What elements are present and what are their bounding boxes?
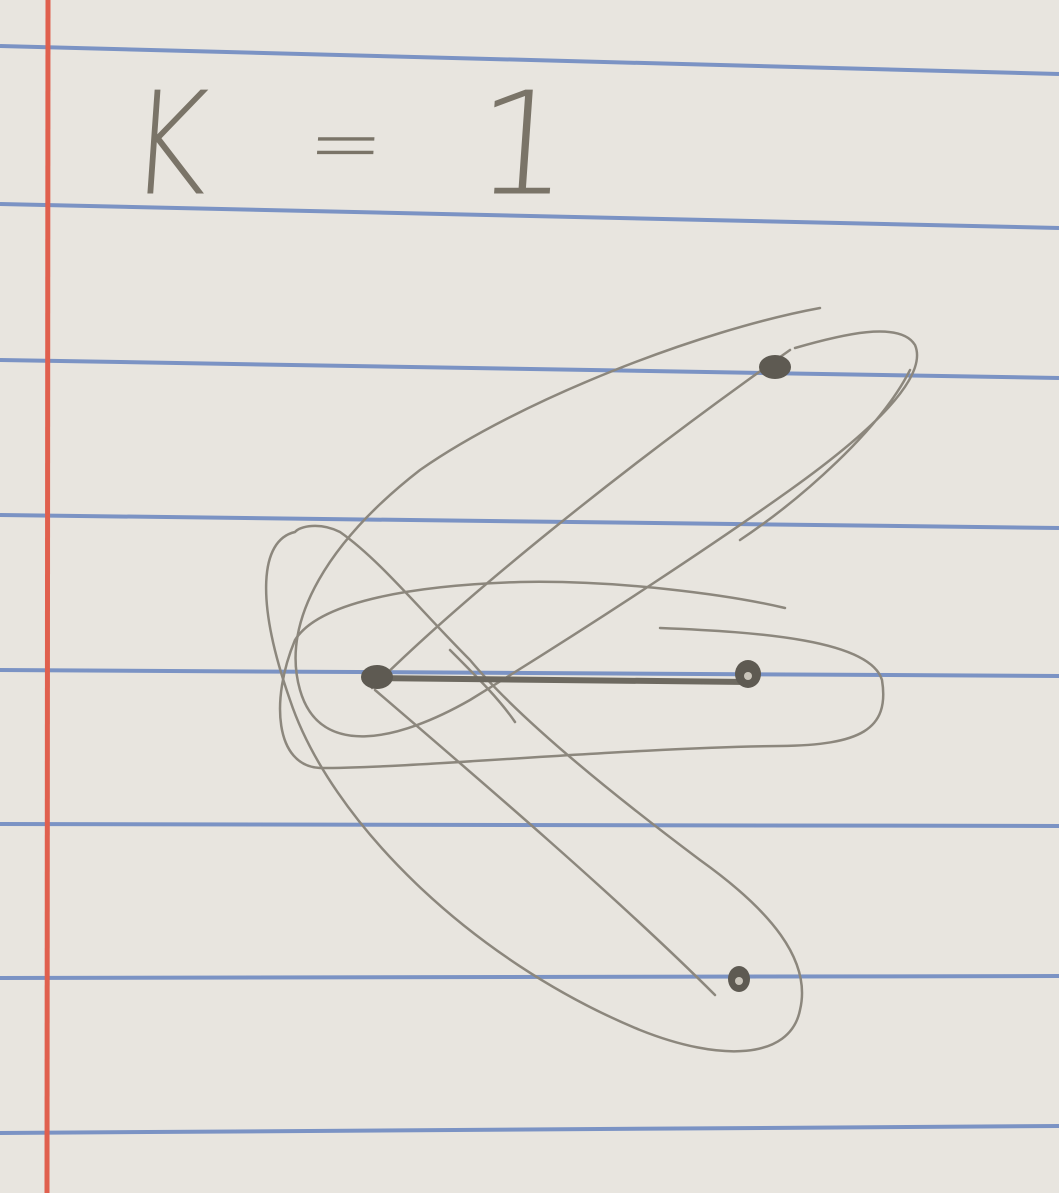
point-center-left — [361, 665, 393, 689]
rule-line — [0, 360, 1059, 378]
equation-value: 1 — [469, 62, 599, 228]
rule-line — [0, 976, 1059, 978]
equation-operator: = — [304, 93, 410, 194]
point-highlight — [735, 977, 743, 985]
rule-line — [0, 1126, 1059, 1133]
rule-line — [0, 515, 1059, 528]
point-highlight — [744, 672, 752, 680]
edge-center-to-middle — [370, 678, 748, 682]
margin-line — [47, 0, 48, 1193]
equation-label — [113, 62, 599, 228]
point-upper-right — [759, 355, 791, 379]
rule-line — [0, 670, 1059, 676]
loop-lower — [266, 526, 802, 1051]
equation-variable: K — [124, 62, 233, 228]
